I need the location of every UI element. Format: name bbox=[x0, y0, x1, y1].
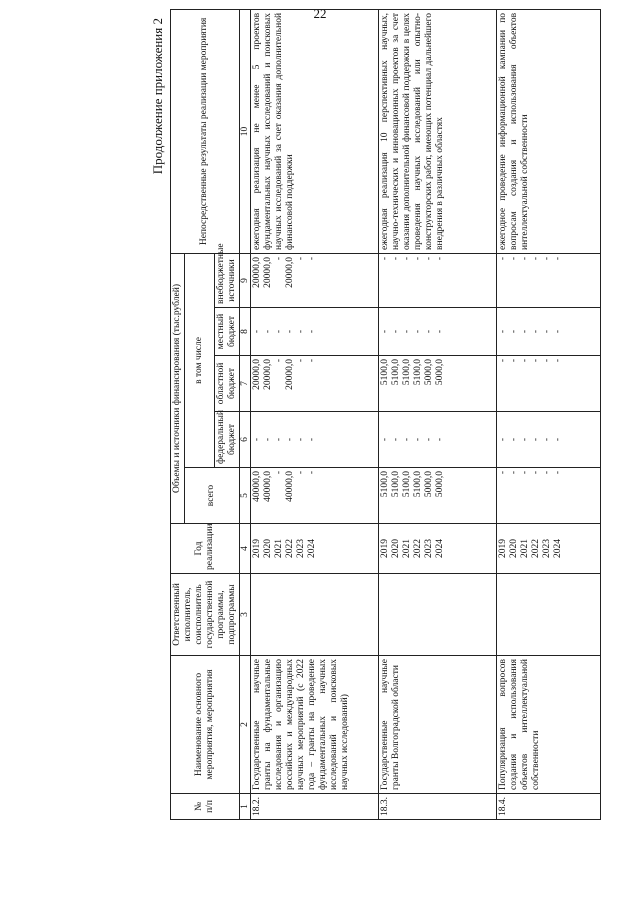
offbudget-sources bbox=[251, 253, 379, 307]
year-value: 2023 bbox=[296, 539, 307, 558]
year-value: 2024 bbox=[307, 539, 318, 558]
total-value: - bbox=[520, 471, 531, 475]
local-budget-value: - bbox=[380, 329, 391, 334]
continuation-title: Продолжение приложения 2 bbox=[150, 18, 165, 175]
regional-budget-value: - bbox=[307, 359, 318, 363]
offbudget-sources-value: - bbox=[520, 256, 531, 261]
local-budget-value: - bbox=[498, 329, 509, 334]
offbudget-sources-value: - bbox=[509, 256, 520, 261]
local-budget-value: - bbox=[435, 329, 446, 334]
local-budget-value: - bbox=[509, 329, 520, 334]
year-value: 2022 bbox=[531, 539, 542, 558]
total-value: - bbox=[274, 471, 285, 475]
header-total: всего bbox=[184, 468, 239, 524]
result: ежегодная реализация 10 перспективных научных, научно-технических и инновационных проектов за счет оказания дополнительной финансовой поддержки в целях проведения научных исследований или опытно-конструкторских работ, имеющих потенциал дальнейшего внедрения в различных областях bbox=[379, 9, 497, 253]
header-responsible: Ответственный исполнитель, соисполнитель государственной программы, подпрограммы bbox=[171, 574, 240, 656]
total-value: 5000,0 bbox=[435, 471, 446, 498]
federal-budget-value: - bbox=[274, 437, 285, 442]
federal-budget-value: - bbox=[391, 437, 402, 442]
federal-budget-value: - bbox=[509, 437, 520, 442]
total-value: 5000,0 bbox=[424, 471, 435, 498]
year bbox=[379, 524, 497, 574]
federal-budget-value: - bbox=[252, 437, 263, 442]
local-budget-value: - bbox=[520, 329, 531, 334]
offbudget-sources-value: - bbox=[553, 256, 564, 261]
year-value: 2021 bbox=[402, 539, 413, 558]
offbudget-sources-value: - bbox=[542, 256, 553, 261]
year-value: 2022 bbox=[285, 539, 296, 558]
local-budget-value: - bbox=[263, 329, 274, 334]
federal-budget-value: - bbox=[424, 437, 435, 442]
total-value: 5100,0 bbox=[413, 471, 424, 498]
offbudget-sources-value: - bbox=[413, 256, 424, 261]
row-number: 18.4. bbox=[497, 794, 601, 820]
measure-name: Государственные научные гранты на фундаментальные исследования и организацию российских и международных научных мероприятий (с 2022 года – гранты на проведение фундаментальных научных исследований и поисковых научных исследований) bbox=[251, 656, 379, 794]
col-num: 6 bbox=[239, 412, 251, 468]
offbudget-sources-value: - bbox=[307, 256, 318, 261]
total-value: 40000,0 bbox=[285, 471, 296, 502]
regional-budget-value: - bbox=[520, 359, 531, 363]
offbudget-sources-value: - bbox=[296, 256, 307, 261]
local-budget-value: - bbox=[413, 329, 424, 334]
row-number: 18.2. bbox=[251, 794, 379, 820]
regional-budget-value: - bbox=[531, 359, 542, 363]
regional-budget-value: 5100,0 bbox=[380, 359, 391, 386]
total bbox=[251, 468, 379, 524]
offbudget-sources-value: 20000,0 bbox=[252, 256, 263, 288]
federal-budget-value: - bbox=[380, 437, 391, 442]
federal-budget-value: - bbox=[531, 437, 542, 442]
local-budget-value: - bbox=[307, 329, 318, 334]
total bbox=[497, 468, 601, 524]
total-value: 5100,0 bbox=[391, 471, 402, 498]
header-no: № п/п bbox=[171, 794, 240, 820]
federal-budget-value: - bbox=[263, 437, 274, 442]
col-num: 3 bbox=[239, 574, 251, 656]
measure-name: Популяризация вопросов создания и использования объектов интеллектуальной собственности bbox=[497, 656, 601, 794]
table-row bbox=[497, 9, 601, 819]
header-row-1 bbox=[171, 9, 185, 819]
regional-budget-value: 5100,0 bbox=[391, 359, 402, 386]
regional-budget-value: - bbox=[509, 359, 520, 363]
local-budget bbox=[497, 308, 601, 356]
offbudget-sources-value: 20000,0 bbox=[285, 256, 296, 288]
local-budget-value: - bbox=[542, 329, 553, 334]
table-row bbox=[251, 9, 379, 819]
year bbox=[251, 524, 379, 574]
offbudget-sources-value: - bbox=[424, 256, 435, 261]
col-num: 4 bbox=[239, 524, 251, 574]
total-value: - bbox=[531, 471, 542, 475]
row-number: 18.3. bbox=[379, 794, 497, 820]
regional-budget-value: - bbox=[553, 359, 564, 363]
result: ежегодная реализация не менее 5 проектов фундаментальных научных исследований и поисковых научных исследований за счет оказания дополнительной финансовой поддержки bbox=[251, 9, 379, 253]
regional-budget bbox=[251, 356, 379, 412]
regional-budget-value: - bbox=[296, 359, 307, 363]
header-in-that: в том числе bbox=[184, 253, 214, 467]
regional-budget-value: 20000,0 bbox=[252, 359, 263, 390]
federal-budget-value: - bbox=[435, 437, 446, 442]
local-budget-value: - bbox=[531, 329, 542, 334]
federal-budget-value: - bbox=[402, 437, 413, 442]
regional-budget-value: 5000,0 bbox=[435, 359, 446, 386]
header-federal: федеральный бюджет bbox=[214, 412, 239, 468]
regional-budget bbox=[497, 356, 601, 412]
year-value: 2022 bbox=[413, 539, 424, 558]
regional-budget-value: 20000,0 bbox=[285, 359, 296, 390]
offbudget-sources-value: - bbox=[391, 256, 402, 261]
regional-budget-value: - bbox=[542, 359, 553, 363]
federal-budget-value: - bbox=[307, 437, 318, 442]
landscape-content bbox=[150, 10, 620, 820]
total-value: - bbox=[553, 471, 564, 475]
offbudget-sources-value: - bbox=[498, 256, 509, 261]
year-value: 2023 bbox=[542, 539, 553, 558]
col-num: 1 bbox=[239, 794, 251, 820]
col-num: 2 bbox=[239, 656, 251, 794]
total-value: 40000,0 bbox=[263, 471, 274, 502]
column-numbers-row bbox=[239, 9, 251, 819]
total-value: - bbox=[498, 471, 509, 475]
responsible-executor bbox=[497, 574, 601, 656]
offbudget-sources bbox=[379, 253, 497, 307]
year-value: 2020 bbox=[391, 539, 402, 558]
offbudget-sources-value: 20000,0 bbox=[263, 256, 274, 288]
header-name: Наименование основного мероприятия, мероприятия bbox=[171, 656, 240, 794]
col-num: 8 bbox=[239, 308, 251, 356]
offbudget-sources-value: - bbox=[402, 256, 413, 261]
regional-budget-value: 5100,0 bbox=[402, 359, 413, 386]
local-budget-value: - bbox=[274, 329, 285, 334]
local-budget-value: - bbox=[553, 329, 564, 334]
federal-budget-value: - bbox=[520, 437, 531, 442]
header-local: местный бюджет bbox=[214, 308, 239, 356]
federal-budget bbox=[497, 412, 601, 468]
program-table bbox=[170, 9, 601, 820]
total-value: - bbox=[296, 471, 307, 475]
col-num: 5 bbox=[239, 468, 251, 524]
year bbox=[497, 524, 601, 574]
regional-budget-value: - bbox=[498, 359, 509, 363]
offbudget-sources-value: - bbox=[274, 256, 285, 261]
local-budget bbox=[379, 308, 497, 356]
year-value: 2024 bbox=[435, 539, 446, 558]
offbudget-sources bbox=[497, 253, 601, 307]
year-value: 2021 bbox=[274, 539, 285, 558]
table-body bbox=[251, 9, 601, 819]
total-value: 5100,0 bbox=[380, 471, 391, 498]
measure-name: Государственные научные гранты Волгоградской области bbox=[379, 656, 497, 794]
result: ежегодное проведение информационной кампании по вопросам создания и использования объектов интеллектуальной собственности bbox=[497, 9, 601, 253]
year-value: 2019 bbox=[380, 539, 391, 558]
page-number: 22 bbox=[313, 6, 327, 21]
federal-budget-value: - bbox=[542, 437, 553, 442]
total-value: - bbox=[542, 471, 553, 475]
regional-budget bbox=[379, 356, 497, 412]
local-budget-value: - bbox=[391, 329, 402, 334]
year-value: 2024 bbox=[553, 539, 564, 558]
year-value: 2021 bbox=[520, 539, 531, 558]
federal-budget bbox=[251, 412, 379, 468]
col-num: 10 bbox=[239, 9, 251, 253]
year-value: 2019 bbox=[498, 539, 509, 558]
local-budget-value: - bbox=[252, 329, 263, 334]
federal-budget-value: - bbox=[413, 437, 424, 442]
total-value: - bbox=[509, 471, 520, 475]
responsible-executor bbox=[379, 574, 497, 656]
header-year: Год реализации bbox=[171, 524, 240, 574]
federal-budget-value: - bbox=[498, 437, 509, 442]
regional-budget-value: 20000,0 bbox=[263, 359, 274, 390]
total bbox=[379, 468, 497, 524]
offbudget-sources-value: - bbox=[531, 256, 542, 261]
year-value: 2020 bbox=[263, 539, 274, 558]
header-results: Непосредственные результаты реализации мероприятия bbox=[171, 9, 240, 253]
table-row bbox=[379, 9, 497, 819]
col-num: 7 bbox=[239, 356, 251, 412]
regional-budget-value: - bbox=[274, 359, 285, 363]
year-value: 2019 bbox=[252, 539, 263, 558]
local-budget-value: - bbox=[402, 329, 413, 334]
regional-budget-value: 5000,0 bbox=[424, 359, 435, 386]
header-offbudget: внебюджетные источники bbox=[214, 253, 239, 307]
local-budget-value: - bbox=[296, 329, 307, 334]
year-value: 2020 bbox=[509, 539, 520, 558]
header-regional: областной бюджет bbox=[214, 356, 239, 412]
total-value: - bbox=[307, 471, 318, 475]
offbudget-sources-value: - bbox=[380, 256, 391, 261]
federal-budget-value: - bbox=[296, 437, 307, 442]
federal-budget-value: - bbox=[285, 437, 296, 442]
local-budget bbox=[251, 308, 379, 356]
local-budget-value: - bbox=[424, 329, 435, 334]
total-value: 5100,0 bbox=[402, 471, 413, 498]
federal-budget bbox=[379, 412, 497, 468]
federal-budget-value: - bbox=[553, 437, 564, 442]
offbudget-sources-value: - bbox=[435, 256, 446, 261]
year-value: 2023 bbox=[424, 539, 435, 558]
total-value: 40000,0 bbox=[252, 471, 263, 502]
col-num: 9 bbox=[239, 253, 251, 307]
local-budget-value: - bbox=[285, 329, 296, 334]
header-funding: Объемы и источники финансирования (тыс.рублей) bbox=[171, 253, 185, 523]
responsible-executor bbox=[251, 574, 379, 656]
regional-budget-value: 5100,0 bbox=[413, 359, 424, 386]
